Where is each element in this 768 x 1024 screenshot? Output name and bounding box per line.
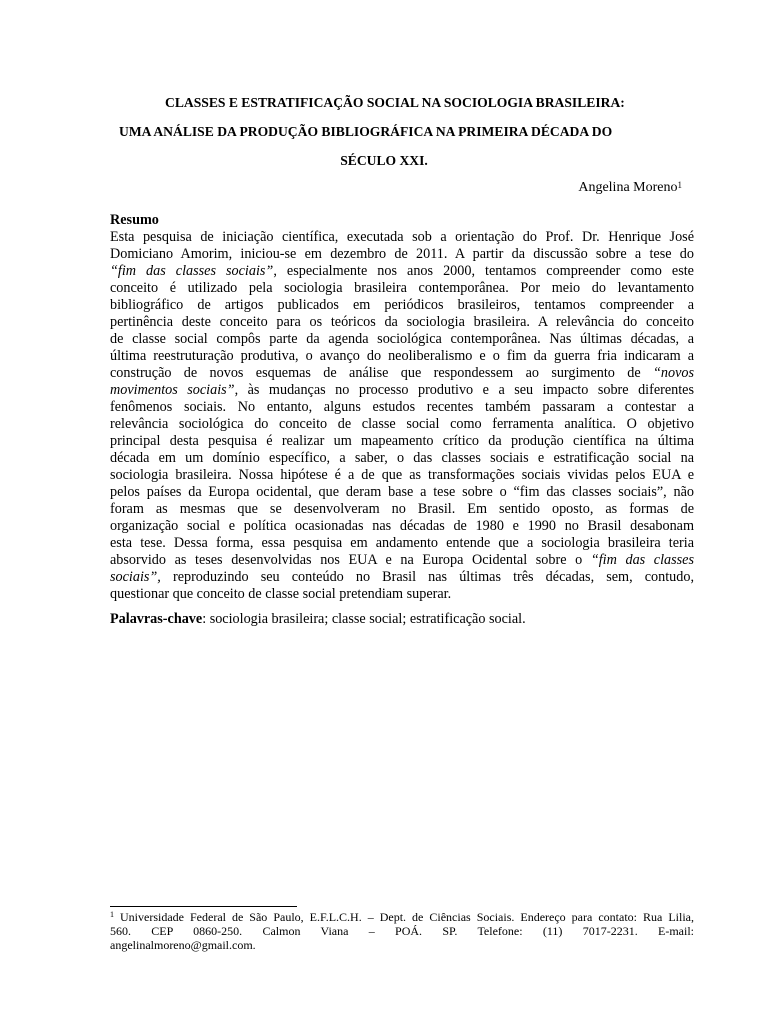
abstract-text: pertinência deste conceito para os teóricos da sociologia brasileira. A relevância do conceito [110, 314, 694, 330]
abstract-line [110, 348, 694, 365]
abstract-text: década em um domínio específico, a saber, o das classes sociais e estratificação social na [110, 450, 694, 466]
abstract-body [110, 229, 694, 603]
footnote-line [110, 910, 694, 924]
abstract-line [110, 586, 694, 603]
footnote-mark: 1 [110, 910, 114, 919]
abstract-heading: Resumo [110, 212, 159, 228]
abstract-text: bibliográfico de artigos publicados em periódicos brasileiros, tentamos compreender a [110, 297, 694, 313]
abstract-line [110, 552, 694, 569]
abstract-line [110, 416, 694, 433]
abstract-line [110, 501, 694, 518]
title-line-1: CLASSES E ESTRATIFICAÇÃO SOCIAL NA SOCIOLOGIA BRASILEIRA: [165, 95, 625, 110]
keywords-label: Palavras-chave [110, 611, 203, 627]
abstract-italic-text: “novos [653, 365, 694, 381]
abstract-line [110, 246, 694, 263]
keywords-text: : sociologia brasileira; classe social; estratificação social. [202, 611, 526, 627]
abstract-text: conceito é utilizado pela sociologia brasileira contemporânea. Por meio do levantamento [110, 280, 694, 296]
abstract-line [110, 433, 694, 450]
abstract-line [110, 467, 694, 484]
abstract-text: pelos países da Europa ocidental, que deram base a tese sobre o “fim das classes sociais”, não [110, 484, 694, 500]
abstract-text: principal desta pesquisa é realizar um mapeamento crítico da produção científica na última [110, 433, 694, 449]
keywords-line [110, 611, 694, 628]
abstract-line [110, 569, 694, 586]
abstract-line [110, 314, 694, 331]
footnote-text: 560. CEP 0860-250. Calmon Viana – POÁ. SP. Telefone: (11) 7017-2231. E-mail: [110, 924, 694, 938]
abstract-italic-text: sociais”, [110, 569, 161, 585]
abstract-line [110, 229, 694, 246]
abstract-text: construção de novos esquemas de análise que respondessem ao surgimento de [110, 365, 653, 381]
footnote [110, 910, 694, 952]
abstract-text: Domiciano Amorim, iniciou-se em dezembro de 2011. A partir da discussão sobre a tese do [110, 246, 694, 262]
abstract-text: esta tese. Dessa forma, essa pesquisa em andamento entende que a sociologia brasileira teria [110, 535, 694, 551]
title-line-3: SÉCULO XXI. [340, 153, 428, 168]
abstract-text: foram as mesmas que se desenvolveram no Brasil. Em sentido oposto, as formas de [110, 501, 694, 517]
abstract-text: relevância sociológica do conceito de classe social como ferramenta analítica. O objetivo [110, 416, 694, 432]
abstract-line [110, 484, 694, 501]
abstract-text: questionar que conceito de classe social pretendiam superar. [110, 586, 452, 602]
abstract-line [110, 331, 694, 348]
abstract-italic-text: “fim das classes sociais” [110, 263, 274, 279]
abstract-text: absorvido as teses desenvolvidas nos EUA e na Europa Ocidental sobre o [110, 552, 591, 568]
abstract-italic-text: movimentos sociais” [110, 382, 235, 398]
author-footnote-mark: 1 [677, 180, 682, 190]
abstract-text: Esta pesquisa de iniciação científica, executada sob a orientação do Prof. Dr. Henrique José [110, 229, 694, 245]
abstract-italic-text: “fim das classes [590, 552, 694, 568]
abstract-line [110, 365, 694, 382]
footnote-line [110, 924, 694, 938]
author-name: Angelina Moreno [578, 180, 678, 195]
abstract-line [110, 280, 694, 297]
abstract-line [110, 535, 694, 552]
abstract-line [110, 263, 694, 280]
abstract-text: de classe social compôs parte da agenda sociológica contemporânea. Nas últimas décadas, a [110, 331, 694, 347]
abstract-line [110, 518, 694, 535]
abstract-text: última reestruturação produtiva, o avanço do neoliberalismo e o fim da guerra fria indicaram a [110, 348, 694, 364]
author-line [578, 180, 682, 196]
abstract-line [110, 297, 694, 314]
abstract-line [110, 450, 694, 467]
footnote-text: Universidade Federal de São Paulo, E.F.L.C.H. – Dept. de Ciências Sociais. Endereço para contato: Rua Lilia, [114, 910, 694, 924]
abstract-text: , às mudanças no processo produtivo e a seu impacto sobre diferentes [234, 382, 694, 398]
footnote-divider [110, 906, 297, 907]
abstract-text: sociologia brasileira. Nossa hipótese é a de que as transformações sociais vividas pelos EUA e [110, 467, 694, 483]
abstract-line [110, 399, 694, 416]
abstract-line [110, 382, 694, 399]
abstract-text: reproduzindo seu conteúdo no Brasil nas últimas três décadas, sem, contudo, [160, 569, 694, 585]
title-line-2: UMA ANÁLISE DA PRODUÇÃO BIBLIOGRÁFICA NA PRIMEIRA DÉCADA DO [119, 124, 613, 139]
abstract-text: fenômenos sociais. No entanto, alguns estudos recentes também passaram a contestar a [110, 399, 694, 415]
abstract-text: organização social e política ocasionadas nas décadas de 1980 e 1990 no Brasil desabonam [110, 518, 694, 534]
footnote-line [110, 938, 694, 952]
abstract-text: , especialmente nos anos 2000, tentamos compreender como este [273, 263, 694, 279]
footnote-email: angelinalmoreno@gmail.com. [110, 938, 256, 952]
